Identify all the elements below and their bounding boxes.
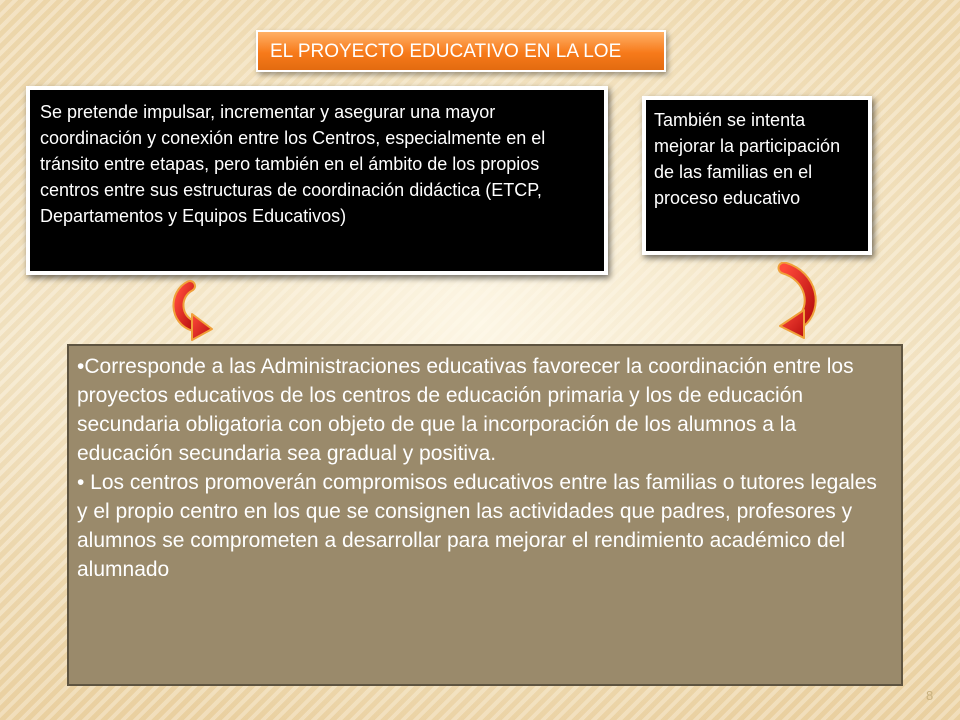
summary-bullet-coordination: •Corresponde a las Administraciones educativas favorecer la coordinación entre los proyectos educativos de los centros de educación primaria y los de educación secundaria obligatoria con objeto de que la incorporación de los alumnos a la educación secundaria sea gradual y positiva.	[77, 355, 854, 465]
coordination-text-box: Se pretende impulsar, incrementar y asegurar una mayor coordinación y conexión entre los Centros, especialmente en el tránsito entre etapas, pero también en el ámbito de los propios centros entre sus estructuras de coordinación didáctica (ETCP, Departamentos y Equipos Educativos)	[26, 86, 608, 275]
curved-arrow-down-left-icon	[772, 262, 830, 340]
family-participation-text-box: También se intenta mejorar la participación de las familias en el proceso educativo	[642, 96, 872, 255]
curved-arrow-down-right-icon	[168, 280, 218, 342]
summary-bullet-commitments: • Los centros promoverán compromisos educativos entre las familias o tutores legales y el propio centro en los que se consignen las actividades que padres, profesores y alumnos se comprometen a desarrollar para mejorar el rendimiento académico del alumnado	[77, 471, 877, 581]
page-number: 8	[926, 688, 934, 703]
loe-summary-box	[67, 344, 903, 686]
slide-title: EL PROYECTO EDUCATIVO EN LA LOE	[256, 30, 666, 72]
